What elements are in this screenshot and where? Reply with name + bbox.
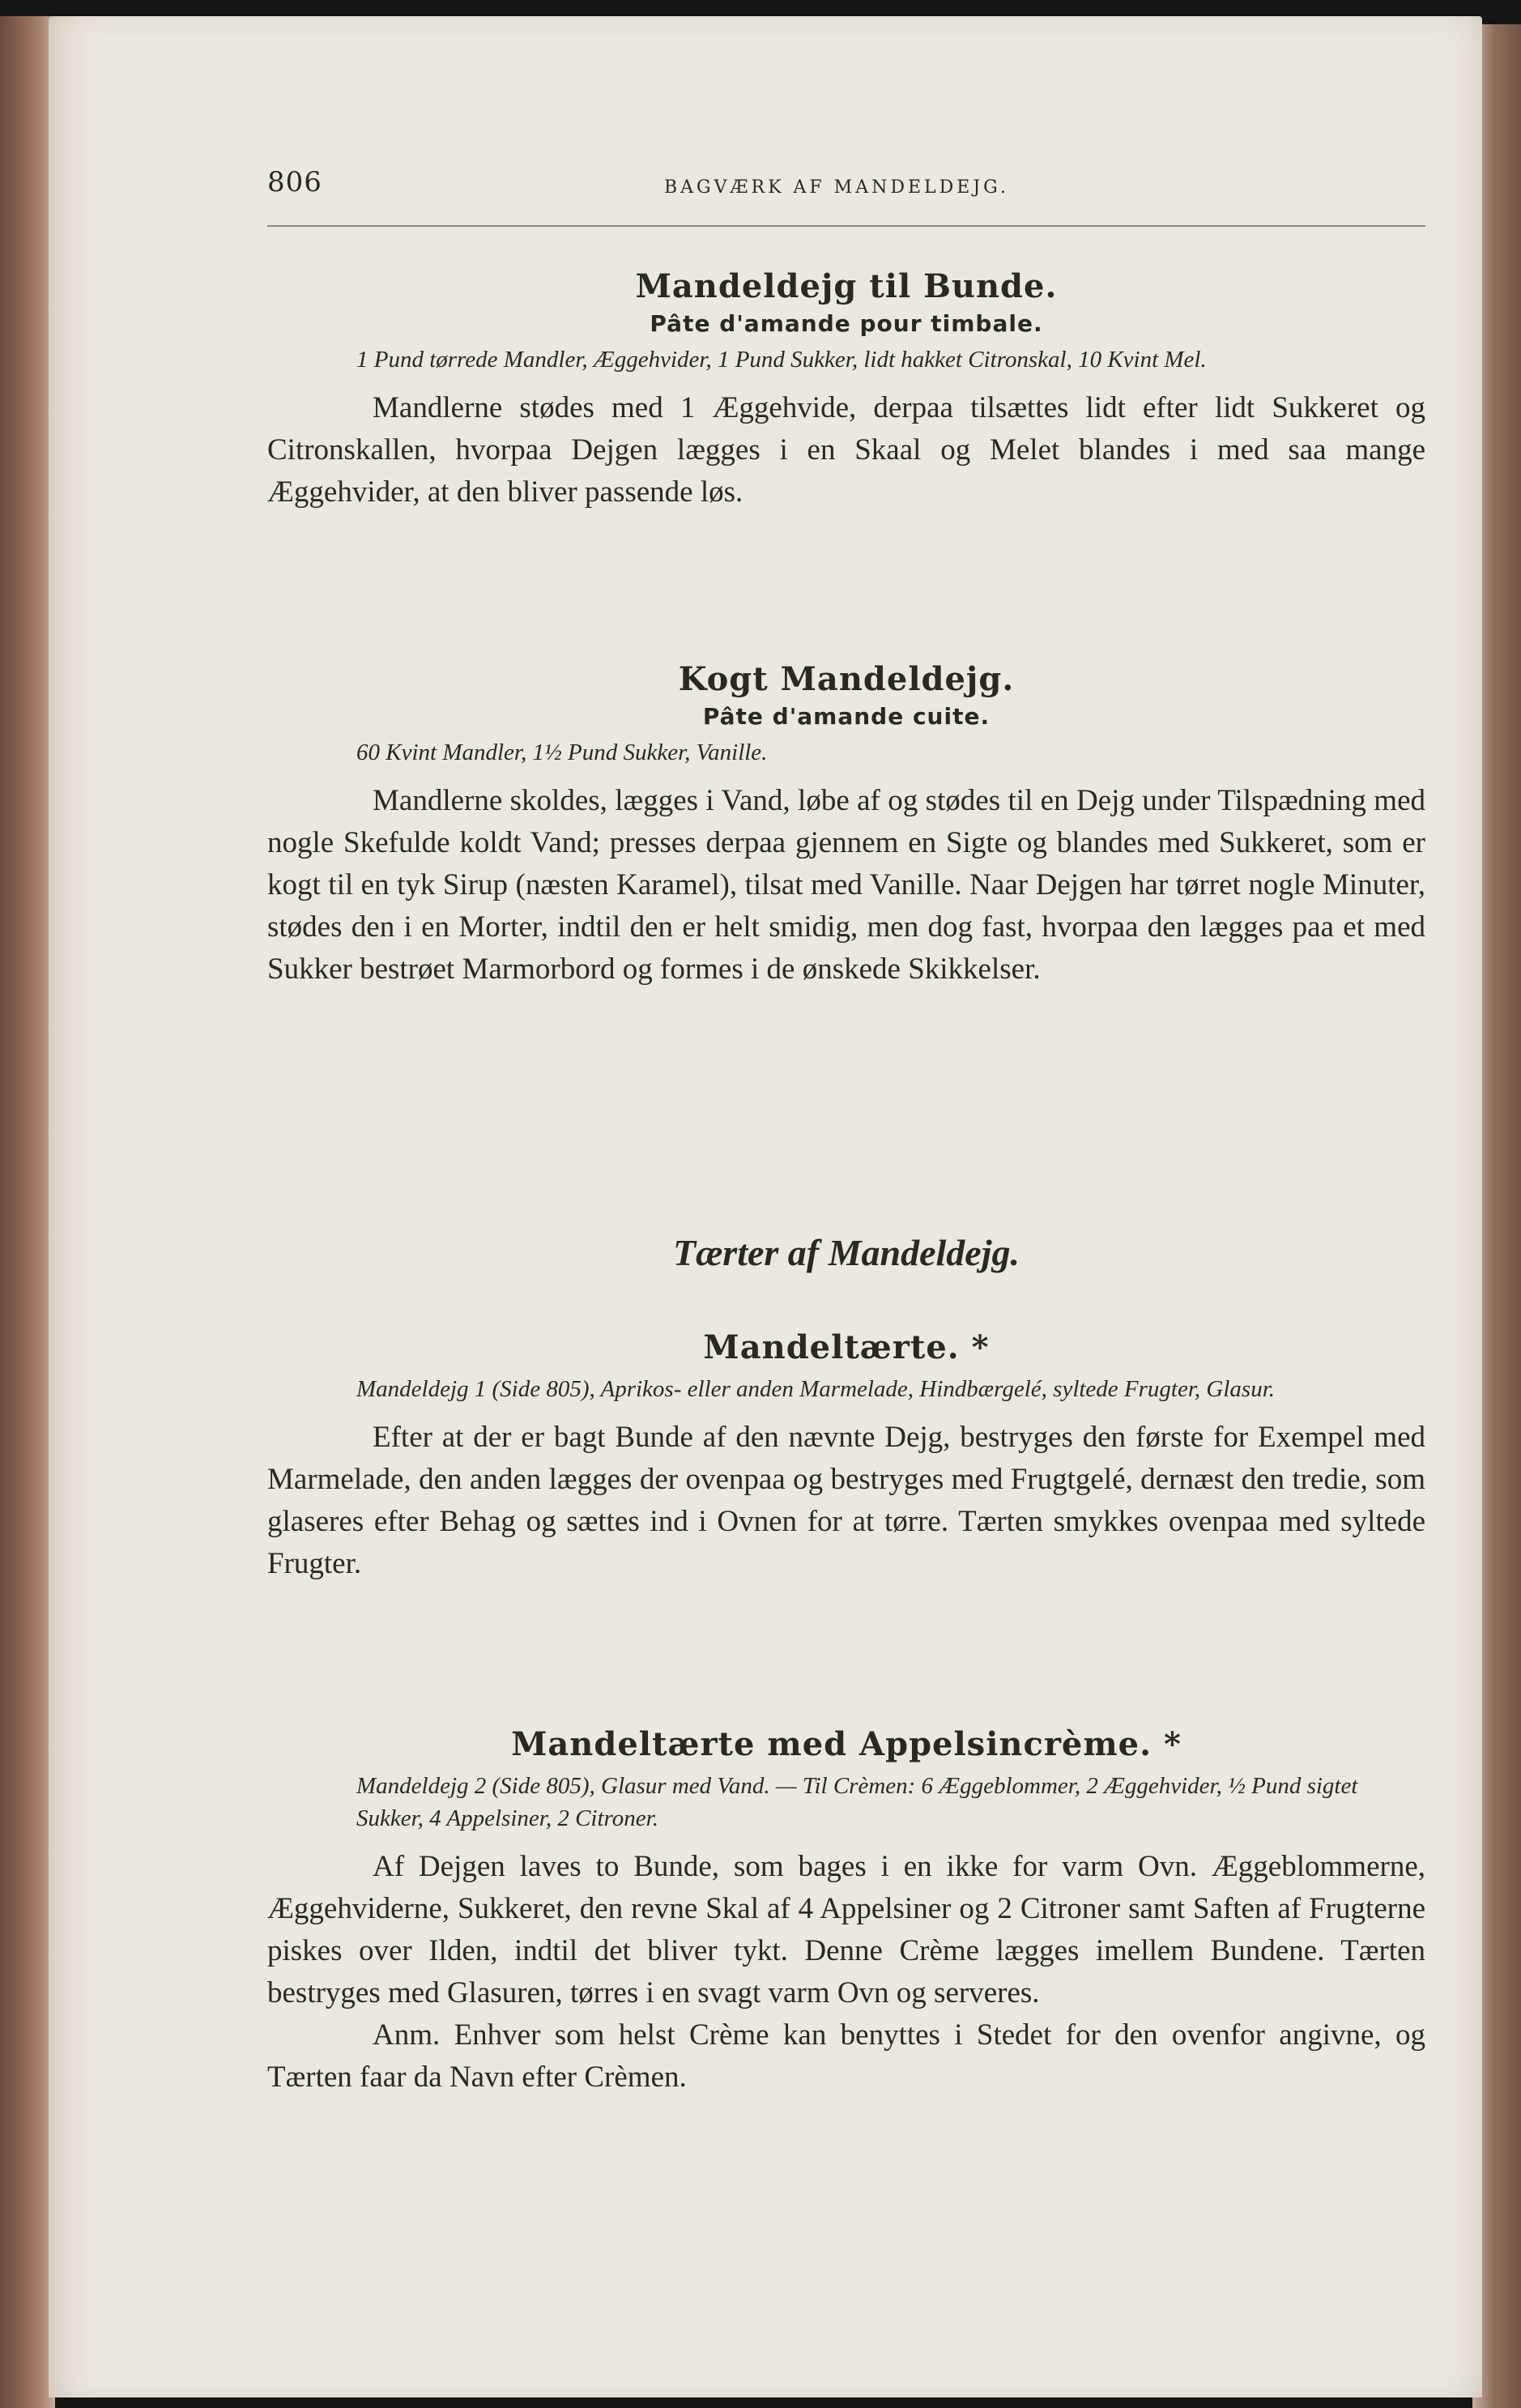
tart-title: Mandeltærte med Appelsincrème. * xyxy=(511,1725,1182,1763)
page-header xyxy=(267,166,1425,215)
tart-mandeltaerte-appelsincreme xyxy=(267,1725,1425,2099)
recipe-mandeldejg-til-bunde xyxy=(267,267,1425,514)
recipe-kogt-mandeldejg xyxy=(267,660,1425,991)
tart-ingredients: Mandeldejg 1 (Side 805), Aprikos- eller anden Marmelade, Hindbærgelé, syltede Frugter, Glasur. xyxy=(356,1376,1276,1402)
recipe-subtitle: Pâte d'amande cuite. xyxy=(702,703,991,730)
section-heading-block xyxy=(267,1231,1425,1274)
recipe-ingredients: 60 Kvint Mandler, 1½ Pund Sukker, Vanille. xyxy=(356,739,768,765)
tart-body: Af Dejgen laves to Bunde, som bages i en ikke for varm Ovn. Æggeblommerne, Æggehviderne, Sukkeret, den revne Skal af 4 Appelsiner og 2 Citroner samt Saften af Frugterne piskes over Ilden, indtil det bliver tykt. Denne Crème lægges imellem Bundene. Tærten bestryges med Glasuren, tørres i en svagt varm Ovn og serveres. xyxy=(267,1850,1425,2010)
tart-title: Mandeltærte. * xyxy=(703,1328,990,1366)
running-head: BAGVÆRK AF MANDELDEJG. xyxy=(664,177,1009,198)
tart-body: Efter at der er bagt Bunde af den nævnte Dejg, bestryges den første for Exempel med Marmelade, den anden lægges der ovenpaa og bestryges med Frugtgelé, dernæst den tredie, som glaseres efter Behag og sættes ind i Ovnen for at tørre. Tærten smykkes ovenpaa med syltede Frugter. xyxy=(267,1421,1425,1580)
book-spine-edge xyxy=(0,16,55,2408)
recipe-title: Kogt Mandeldejg. xyxy=(678,660,1015,698)
tart-note: Anm. Enhver som helst Crème kan benyttes i Stedet for den ovenfor angivne, og Tærten faar da Navn efter Crèmen. xyxy=(267,2018,1425,2094)
recipe-ingredients: 1 Pund tørrede Mandler, Æggehvider, 1 Pund Sukker, lidt hakket Citronskal, 10 Kvint Mel. xyxy=(356,347,1207,373)
section-title: Tærter af Mandeldejg. xyxy=(672,1232,1020,1273)
recipe-subtitle: Pâte d'amande pour timbale. xyxy=(650,310,1043,337)
header-rule xyxy=(267,225,1425,227)
recipe-body: Mandlerne stødes med 1 Æggehvide, derpaa tilsættes lidt efter lidt Sukkeret og Citronskallen, hvorpaa Dejgen lægges i en Skaal og Melet blandes i med saa mange Æggehvider, at den bliver passende løs. xyxy=(267,391,1425,509)
tart-mandeltaerte xyxy=(267,1328,1425,1585)
tart-ingredients: Mandeldejg 2 (Side 805), Glasur med Vand. — Til Crèmen: 6 Æggeblommer, 2 Æggehvider, ½ Pund sigtet Sukker, 4 Appelsiner, 2 Citroner. xyxy=(356,1773,1358,1831)
recipe-body: Mandlerne skoldes, lægges i Vand, løbe af og stødes til en Dejg under Tilspædning med nogle Skefulde koldt Vand; presses derpaa gjennem en Sigte og blandes med Sukkeret, som er kogt til en tyk Sirup (næsten Karamel), tilsat med Vanille. Naar Dejgen har tørret nogle Minuter, stødes den i en Morter, indtil den er helt smidig, men dog fast, hvorpaa den lægges paa et med Sukker bestrøet Marmorbord og formes i de ønskede Skikkelser. xyxy=(267,784,1425,986)
recipe-title: Mandeldejg til Bunde. xyxy=(635,267,1058,305)
page-number: 806 xyxy=(267,166,322,198)
